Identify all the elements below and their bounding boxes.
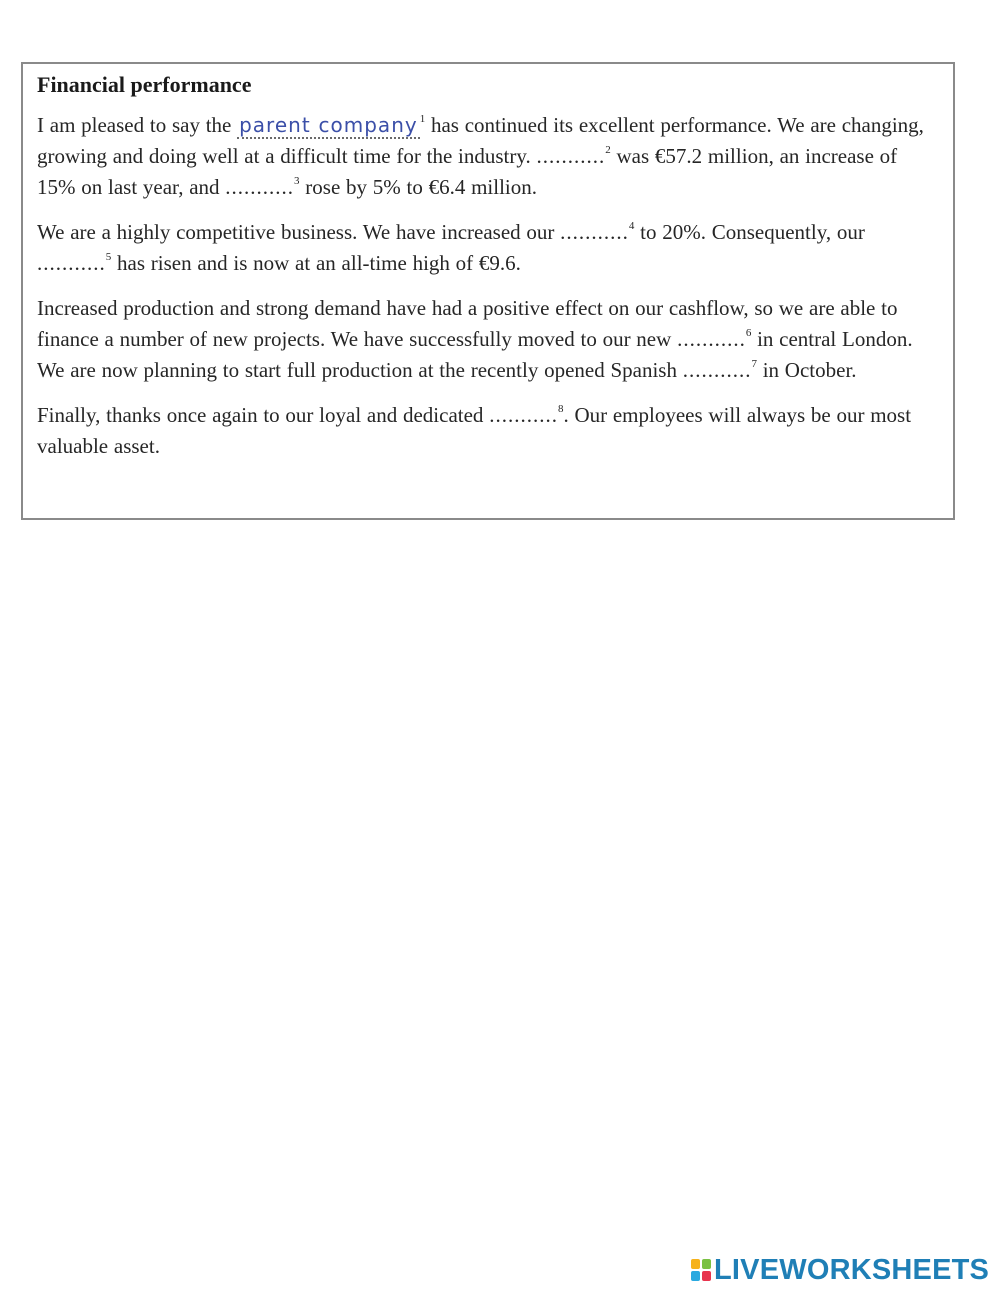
answer-input-2[interactable]: ........... [536, 144, 606, 168]
text: rose by 5% to €6.4 million. [299, 175, 538, 199]
text: I am pleased to say the [37, 113, 238, 137]
logo-text: LIVEWORKSHEETS [714, 1253, 990, 1286]
gap-number-4: 4 [628, 220, 635, 232]
paragraph-3 [37, 293, 941, 386]
answer-input-4[interactable]: ........... [560, 220, 629, 244]
gap-number-8: 8 [557, 403, 564, 415]
paragraph-4 [37, 400, 941, 462]
paragraph-2 [37, 217, 941, 279]
gap-number-6: 6 [745, 327, 752, 339]
answer-input-6[interactable]: ........... [677, 327, 746, 351]
answer-input-1[interactable]: parent company [239, 113, 418, 137]
answer-input-7[interactable]: ........... [682, 358, 752, 382]
gap-number-2: 2 [605, 144, 611, 156]
answer-input-3[interactable]: ........... [225, 175, 295, 199]
gap-number-7: 7 [751, 358, 757, 370]
exercise-box [21, 62, 955, 520]
liveworksheets-logo [691, 1254, 989, 1286]
paragraph-1 [37, 110, 941, 203]
text: has continued its excellent performance. We are changing, growing and doing well at a difficult time for the industry. [37, 113, 924, 168]
text: Increased production and strong demand have had a positive effect on our cashflow, so we are able to finance a number of new projects. We have successfully moved to our new [37, 296, 898, 351]
exercise-title: Financial performance [37, 72, 252, 97]
gap-number-3: 3 [294, 175, 300, 187]
answer-input-8[interactable]: ........... [489, 403, 558, 427]
text: We are a highly competitive business. We have increased our [37, 220, 561, 244]
answer-input-5[interactable]: ........... [37, 251, 106, 275]
text: Finally, thanks once again to our loyal and dedicated [37, 403, 490, 427]
text: . Our employees will always be our most valuable asset. [37, 403, 912, 458]
text: has risen and is now at an all-time high of €9.6. [111, 251, 521, 275]
text: was €57.2 million, an increase of 15% on last year, and [37, 144, 898, 199]
logo-mark-icon [691, 1259, 711, 1281]
gap-number-5: 5 [105, 251, 112, 263]
gap-number-1: 1 [419, 113, 426, 125]
text: in October. [756, 358, 857, 382]
text: in central London. We are now planning to start full production at the recently opened Spanish [37, 327, 913, 382]
text: to 20%. Consequently, our [634, 220, 865, 244]
